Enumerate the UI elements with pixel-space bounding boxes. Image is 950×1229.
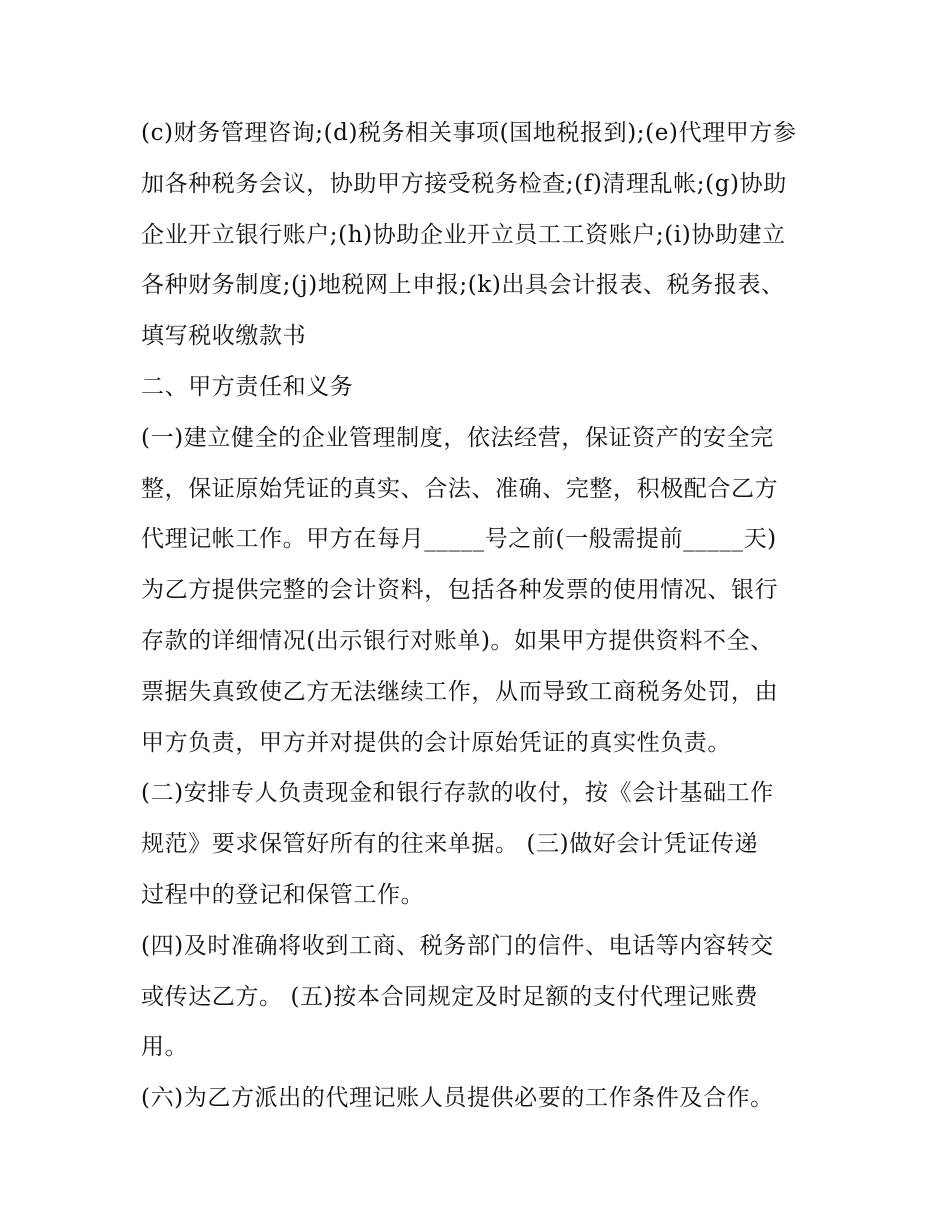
section-heading: 二、甲方责任和义务 [141,373,354,400]
text-line: 填写税收缴款书 [141,323,307,350]
text-line: (c)财务管理咨询;(d)税务相关事项(国地税报到);(e)代理甲方参 [141,120,797,146]
text-line: 代理记帐工作。甲方在每月_____号之前(一般需提前_____天) [141,526,777,553]
text-line: 用。 [141,1034,189,1061]
text-line: (四)及时准确将收到工商、税务部门的信件、电话等内容转交 [141,932,774,959]
text-line: 过程中的登记和保管工作。 [141,881,425,908]
text-line: 规范》要求保管好所有的往来单据。 (三)做好会计凭证传递 [141,831,759,858]
text-line: 各种财务制度;(j)地税网上申报;(k)出具会计报表、税务报表、 [141,272,785,299]
text-line: 为乙方提供完整的会计资料，包括各种发票的使用情况、银行 [141,577,779,604]
text-line: 企业开立银行账户;(h)协助企业开立员工工资账户;(i)协助建立 [141,221,786,248]
text-line: 存款的详细情况(出示银行对账单)。如果甲方提供资料不全、 [141,627,774,654]
text-line: (二)安排专人负责现金和银行存款的收付，按《会计基础工作 [141,780,774,807]
text-line: (一)建立健全的企业管理制度，依法经营，保证资产的安全完 [141,424,774,451]
text-line: (六)为乙方派出的代理记账人员提供必要的工作条件及合作。 [141,1085,774,1112]
text-line: 或传达乙方。 (五)按本合同规定及时足额的支付代理记账费 [141,983,759,1010]
text-line: 整，保证原始凭证的真实、合法、准确、完整，积极配合乙方 [141,475,779,502]
text-line: 甲方负责，甲方并对提供的会计原始凭证的真实性负责。 [141,729,731,756]
text-line: 票据失真致使乙方无法继续工作，从而导致工商税务处罚，由 [141,678,779,705]
text-line: 加各种税务会议，协助甲方接受税务检查;(f)清理乱帐;(g)协助 [141,170,787,197]
document-body [141,108,813,1124]
